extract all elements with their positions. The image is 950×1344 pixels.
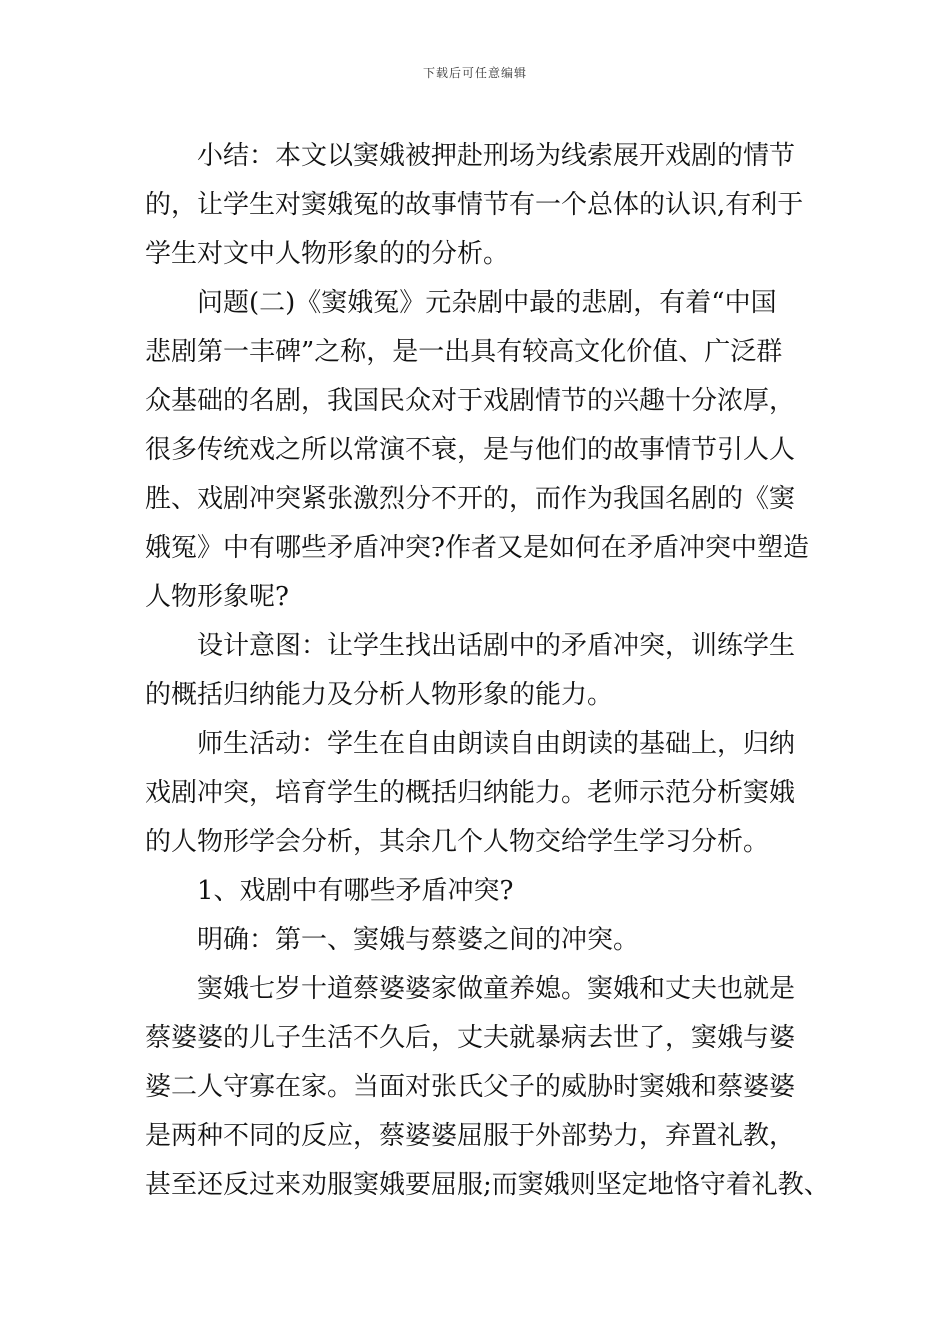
text-line: 甚至还反过来劝服窦娥要屈服;而窦娥则坚定地恪守着礼教、 xyxy=(145,1170,830,1200)
text-line: 明确：第一、窦娥与蔡婆之间的冲突。 xyxy=(197,925,640,955)
text-line: 众基础的名剧，我国民众对于戏剧情节的兴趣十分浓厚， xyxy=(145,386,796,416)
text-line: 设计意图：让学生找出话剧中的矛盾冲突，训练学生 xyxy=(197,631,796,661)
text-line: 人物形象呢? xyxy=(145,582,289,612)
body-text xyxy=(145,132,845,1210)
text-line: 悲剧第一丰碑”之称，是一出具有较高文化价值、广泛群 xyxy=(145,337,783,367)
text-line: 是两种不同的反应，蔡婆婆屈服于外部势力，弃置礼教， xyxy=(145,1121,796,1151)
text-line: 的概括归纳能力及分析人物形象的能力。 xyxy=(145,680,614,710)
text-line: 师生活动：学生在自由朗读自由朗读的基础上，归纳 xyxy=(197,729,796,759)
text-line: 1、戏剧中有哪些矛盾冲突? xyxy=(197,876,514,906)
text-line: 很多传统戏之所以常演不衰，是与他们的故事情节引人人 xyxy=(145,435,796,465)
text-line: 窦娥七岁十道蔡婆婆家做童养媳。窦娥和丈夫也就是 xyxy=(197,974,796,1004)
text-line: 问题(二)《窦娥冤》元杂剧中最的悲剧，有着“中国 xyxy=(197,288,777,318)
text-line: 戏剧冲突，培育学生的概括归纳能力。老师示范分析窦娥 xyxy=(145,778,796,808)
page-header: 下载后可任意编辑 xyxy=(422,66,527,80)
text-line: 的人物形学会分析，其余几个人物交给学生学习分析。 xyxy=(145,827,770,857)
text-line: 小结：本文以窦娥被押赴刑场为线索展开戏剧的情节 xyxy=(197,141,796,171)
text-line: 学生对文中人物形象的的分析。 xyxy=(145,239,510,269)
text-line: 蔡婆婆的儿子生活不久后，丈夫就暴病去世了，窦娥与婆 xyxy=(145,1023,796,1053)
text-line: 的，让学生对窦娥冤的故事情节有一个总体的认识,有利于 xyxy=(145,190,804,220)
text-line: 胜、戏剧冲突紧张激烈分不开的，而作为我国名剧的《窦 xyxy=(145,484,796,514)
text-line: 娥冤》中有哪些矛盾冲突?作者又是如何在矛盾冲突中塑造 xyxy=(145,533,809,563)
text-line: 婆二人守寡在家。当面对张氏父子的威胁时窦娥和蔡婆婆 xyxy=(145,1072,796,1102)
